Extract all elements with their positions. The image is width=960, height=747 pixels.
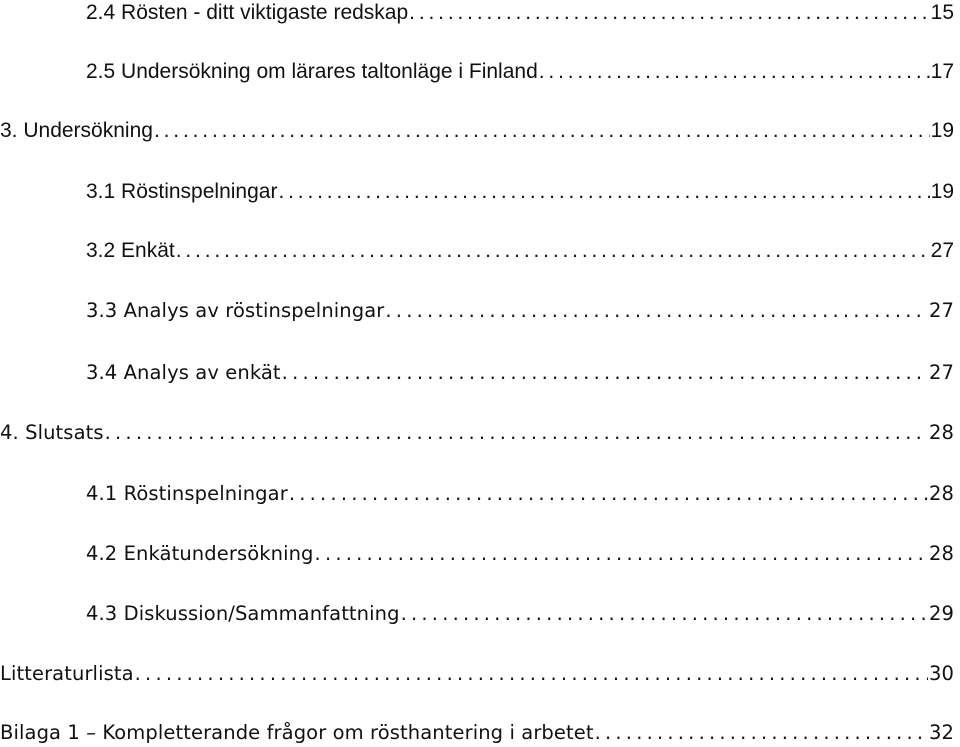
toc-entry-page: 27 [928, 299, 954, 322]
toc-entry-page: 28 [928, 482, 954, 505]
toc-entry-page: 17 [930, 60, 954, 83]
toc-entry[interactable] [86, 2, 954, 23]
toc-entry-label: 3. Undersökning [0, 119, 153, 142]
toc-entry-label: 3.1 Röstinspelningar [86, 180, 278, 203]
dot-leader [282, 363, 928, 383]
dot-leader [278, 181, 929, 202]
toc-entry-page: 19 [930, 180, 954, 203]
toc-entry-label: 3.2 Enkät [86, 239, 175, 262]
toc-entry[interactable] [86, 301, 954, 321]
toc-entry-page: 30 [928, 662, 954, 685]
toc-entry[interactable] [0, 664, 954, 684]
toc-entry-label: 3.4 Analys av enkät [86, 361, 281, 384]
toc-entry-label: 3.3 Analys av röstinspelningar [86, 299, 385, 322]
toc-entry-label: 4.1 Röstinspelningar [86, 482, 288, 505]
toc-entry[interactable] [86, 604, 954, 624]
dot-leader [401, 604, 928, 624]
toc-entry-label: Bilaga 1 – Kompletterande frågor om rösthantering i arbetet [0, 721, 594, 744]
toc-entry[interactable] [86, 181, 954, 202]
dot-leader [385, 301, 928, 321]
toc-entry-page: 28 [928, 542, 954, 565]
dot-leader [105, 423, 928, 443]
dot-leader [289, 484, 928, 504]
toc-entry-page: 28 [928, 421, 954, 444]
toc-entry[interactable] [86, 544, 954, 564]
toc-entry-page: 27 [930, 239, 954, 262]
dot-leader [135, 664, 928, 684]
toc-entry-page: 29 [928, 602, 954, 625]
toc-entry-label: Litteraturlista [0, 662, 134, 685]
toc-entry-label: 2.4 Rösten - ditt viktigaste redskap [86, 1, 409, 24]
dot-leader [409, 2, 929, 23]
dot-leader [539, 61, 930, 82]
dot-leader [176, 240, 930, 261]
toc-entry[interactable] [86, 363, 954, 383]
toc-entry-label: 2.5 Undersökning om lärares taltonläge i Finland [86, 60, 538, 83]
toc-entry-page: 27 [928, 361, 954, 384]
toc-entry-page: 15 [930, 1, 954, 24]
toc-entry-page: 19 [930, 119, 954, 142]
toc-entry-label: 4.3 Diskussion/Sammanfattning [86, 602, 400, 625]
toc-entry-label: 4.2 Enkätundersökning [86, 542, 314, 565]
toc-entry[interactable] [0, 723, 954, 743]
toc-entry[interactable] [86, 484, 954, 504]
dot-leader [154, 120, 930, 141]
toc-entry[interactable] [0, 120, 954, 141]
dot-leader [315, 544, 928, 564]
toc-entry-label: 4. Slutsats [0, 421, 104, 444]
toc-entry[interactable] [86, 61, 954, 82]
toc-entry-page: 32 [928, 721, 954, 744]
toc-entry[interactable] [0, 423, 954, 443]
toc-entry[interactable] [86, 240, 954, 261]
dot-leader [595, 723, 928, 743]
